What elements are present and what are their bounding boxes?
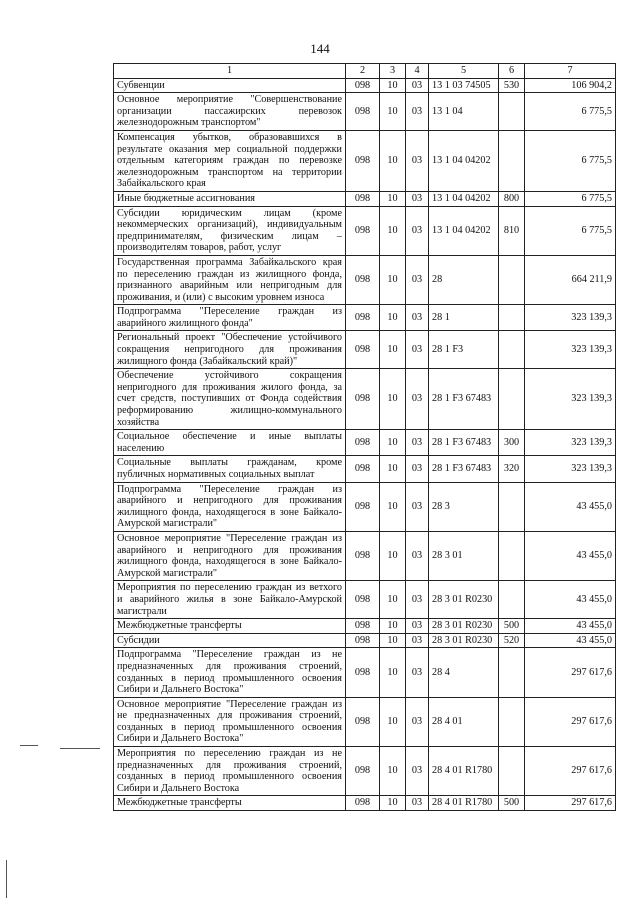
ministry-code-cell: 098 <box>346 331 380 369</box>
item-name-cell: Основное мероприятие "Переселение граждан из не предназначенных для проживания строений, созданных в период промышленного освоения Сибири и Дальнего Востока" <box>114 697 346 746</box>
section-code-cell: 10 <box>380 206 406 255</box>
section-code-cell: 10 <box>380 482 406 531</box>
expense-type-code-cell: 320 <box>499 456 525 482</box>
amount-cell: 323 139,3 <box>525 305 616 331</box>
target-article-code-cell: 13 1 04 04202 <box>429 130 499 191</box>
table-row <box>114 581 616 619</box>
section-code-cell: 10 <box>380 305 406 331</box>
table-row <box>114 456 616 482</box>
expense-type-code-cell <box>499 305 525 331</box>
section-code-cell: 10 <box>380 191 406 206</box>
ministry-code-cell: 098 <box>346 531 380 580</box>
subsection-code-cell: 03 <box>406 581 429 619</box>
target-article-code-cell: 28 3 01 R0230 <box>429 581 499 619</box>
subsection-code-cell: 03 <box>406 305 429 331</box>
amount-cell: 106 904,2 <box>525 78 616 93</box>
section-code-cell: 10 <box>380 531 406 580</box>
expense-type-code-cell: 500 <box>499 796 525 811</box>
scan-artifact <box>60 748 100 749</box>
target-article-code-cell: 28 3 01 R0230 <box>429 633 499 648</box>
item-name-cell: Основное мероприятие "Переселение граждан из аварийного и непригодного для проживания жилищного фонда, находящегося в зоне Байкало-Амурской магистрали" <box>114 531 346 580</box>
amount-cell: 323 139,3 <box>525 369 616 430</box>
expense-type-code-cell <box>499 697 525 746</box>
target-article-code-cell: 28 3 <box>429 482 499 531</box>
item-name-cell: Социальное обеспечение и иные выплаты населению <box>114 430 346 456</box>
target-article-code-cell: 28 4 01 R1780 <box>429 747 499 796</box>
item-name-cell: Межбюджетные трансферты <box>114 796 346 811</box>
amount-cell: 323 139,3 <box>525 331 616 369</box>
expense-type-code-cell <box>499 369 525 430</box>
table-row <box>114 648 616 697</box>
amount-cell: 323 139,3 <box>525 430 616 456</box>
expense-type-code-cell: 500 <box>499 619 525 634</box>
column-header-2: 2 <box>346 64 380 79</box>
ministry-code-cell: 098 <box>346 191 380 206</box>
subsection-code-cell: 03 <box>406 619 429 634</box>
target-article-code-cell: 13 1 04 04202 <box>429 206 499 255</box>
amount-cell: 6 775,5 <box>525 191 616 206</box>
table-body <box>114 78 616 810</box>
section-code-cell: 10 <box>380 619 406 634</box>
subsection-code-cell: 03 <box>406 697 429 746</box>
ministry-code-cell: 098 <box>346 581 380 619</box>
subsection-code-cell: 03 <box>406 456 429 482</box>
item-name-cell: Государственная программа Забайкальского края по переселению граждан из жилищного фонда, признанного аварийным или непригодным для проживания, и (или) с высоким уровнем износа <box>114 255 346 304</box>
amount-cell: 43 455,0 <box>525 482 616 531</box>
target-article-code-cell: 13 1 04 04202 <box>429 191 499 206</box>
subsection-code-cell: 03 <box>406 206 429 255</box>
target-article-code-cell: 28 4 01 R1780 <box>429 796 499 811</box>
expense-type-code-cell: 300 <box>499 430 525 456</box>
subsection-code-cell: 03 <box>406 78 429 93</box>
table-row <box>114 482 616 531</box>
amount-cell: 6 775,5 <box>525 130 616 191</box>
subsection-code-cell: 03 <box>406 796 429 811</box>
column-header-6: 6 <box>499 64 525 79</box>
amount-cell: 6 775,5 <box>525 206 616 255</box>
amount-cell: 43 455,0 <box>525 619 616 634</box>
table-row <box>114 697 616 746</box>
ministry-code-cell: 098 <box>346 619 380 634</box>
table-row <box>114 191 616 206</box>
subsection-code-cell: 03 <box>406 747 429 796</box>
ministry-code-cell: 098 <box>346 93 380 131</box>
ministry-code-cell: 098 <box>346 747 380 796</box>
target-article-code-cell: 28 <box>429 255 499 304</box>
ministry-code-cell: 098 <box>346 482 380 531</box>
ministry-code-cell: 098 <box>346 78 380 93</box>
subsection-code-cell: 03 <box>406 430 429 456</box>
subsection-code-cell: 03 <box>406 369 429 430</box>
column-header-5: 5 <box>429 64 499 79</box>
table-row <box>114 206 616 255</box>
ministry-code-cell: 098 <box>346 255 380 304</box>
column-header-4: 4 <box>406 64 429 79</box>
table-row <box>114 747 616 796</box>
subsection-code-cell: 03 <box>406 191 429 206</box>
target-article-code-cell: 28 1 F3 <box>429 331 499 369</box>
expense-type-code-cell: 800 <box>499 191 525 206</box>
subsection-code-cell: 03 <box>406 648 429 697</box>
amount-cell: 43 455,0 <box>525 531 616 580</box>
item-name-cell: Субвенции <box>114 78 346 93</box>
amount-cell: 43 455,0 <box>525 633 616 648</box>
item-name-cell: Обеспечение устойчивого сокращения непригодного для проживания жилого фонда, за счет средств, поступивших от Фонда содействия реформированию жилищно-коммунального хозяйства <box>114 369 346 430</box>
budget-table <box>113 63 616 811</box>
expense-type-code-cell <box>499 130 525 191</box>
ministry-code-cell: 098 <box>346 305 380 331</box>
section-code-cell: 10 <box>380 130 406 191</box>
column-header-1: 1 <box>114 64 346 79</box>
expense-type-code-cell <box>499 648 525 697</box>
subsection-code-cell: 03 <box>406 93 429 131</box>
ministry-code-cell: 098 <box>346 456 380 482</box>
table-row <box>114 305 616 331</box>
target-article-code-cell: 28 1 F3 67483 <box>429 456 499 482</box>
item-name-cell: Подпрограмма "Переселение граждан из не предназначенных для проживания строений, созданных в период промышленного освоения Сибири и Дальнего Востока" <box>114 648 346 697</box>
column-header-7: 7 <box>525 64 616 79</box>
target-article-code-cell: 13 1 04 <box>429 93 499 131</box>
section-code-cell: 10 <box>380 430 406 456</box>
target-article-code-cell: 28 4 <box>429 648 499 697</box>
item-name-cell: Субсидии юридическим лицам (кроме некоммерческих организаций), индивидуальным предпринимателям, физическим лицам – производителям товаров, работ, услуг <box>114 206 346 255</box>
item-name-cell: Субсидии <box>114 633 346 648</box>
target-article-code-cell: 28 1 F3 67483 <box>429 430 499 456</box>
subsection-code-cell: 03 <box>406 482 429 531</box>
table-row <box>114 93 616 131</box>
ministry-code-cell: 098 <box>346 633 380 648</box>
expense-type-code-cell <box>499 482 525 531</box>
item-name-cell: Мероприятия по переселению граждан из не предназначенных для проживания строений, созданных в период промышленного освоения Сибири и Дальнего Востока <box>114 747 346 796</box>
expense-type-code-cell: 520 <box>499 633 525 648</box>
section-code-cell: 10 <box>380 581 406 619</box>
subsection-code-cell: 03 <box>406 331 429 369</box>
item-name-cell: Подпрограмма "Переселение граждан из аварийного и непригодного для проживания жилищного фонда, находящегося в зоне Байкало-Амурской магистрали" <box>114 482 346 531</box>
ministry-code-cell: 098 <box>346 430 380 456</box>
expense-type-code-cell <box>499 531 525 580</box>
item-name-cell: Иные бюджетные ассигнования <box>114 191 346 206</box>
table-row <box>114 619 616 634</box>
expense-type-code-cell <box>499 255 525 304</box>
target-article-code-cell: 28 3 01 <box>429 531 499 580</box>
ministry-code-cell: 098 <box>346 369 380 430</box>
subsection-code-cell: 03 <box>406 633 429 648</box>
item-name-cell: Мероприятия по переселению граждан из ветхого и аварийного жилья в зоне Байкало-Амурской магистрали <box>114 581 346 619</box>
ministry-code-cell: 098 <box>346 796 380 811</box>
table-row <box>114 369 616 430</box>
section-code-cell: 10 <box>380 331 406 369</box>
subsection-code-cell: 03 <box>406 531 429 580</box>
target-article-code-cell: 13 1 03 74505 <box>429 78 499 93</box>
target-article-code-cell: 28 4 01 <box>429 697 499 746</box>
table-row <box>114 633 616 648</box>
expense-type-code-cell <box>499 747 525 796</box>
target-article-code-cell: 28 1 <box>429 305 499 331</box>
section-code-cell: 10 <box>380 369 406 430</box>
amount-cell: 43 455,0 <box>525 581 616 619</box>
amount-cell: 297 617,6 <box>525 747 616 796</box>
page-number: 144 <box>310 41 330 56</box>
target-article-code-cell: 28 1 F3 67483 <box>429 369 499 430</box>
section-code-cell: 10 <box>380 796 406 811</box>
section-code-cell: 10 <box>380 456 406 482</box>
section-code-cell: 10 <box>380 697 406 746</box>
subsection-code-cell: 03 <box>406 130 429 191</box>
amount-cell: 323 139,3 <box>525 456 616 482</box>
item-name-cell: Региональный проект "Обеспечение устойчивого сокращения непригодного для проживания жилищного фонда (Забайкальский край)" <box>114 331 346 369</box>
expense-type-code-cell <box>499 331 525 369</box>
table-row <box>114 255 616 304</box>
section-code-cell: 10 <box>380 78 406 93</box>
amount-cell: 297 617,6 <box>525 697 616 746</box>
table-header-row <box>114 64 616 79</box>
item-name-cell: Подпрограмма "Переселение граждан из аварийного жилищного фонда" <box>114 305 346 331</box>
section-code-cell: 10 <box>380 747 406 796</box>
ministry-code-cell: 098 <box>346 130 380 191</box>
column-header-3: 3 <box>380 64 406 79</box>
expense-type-code-cell: 810 <box>499 206 525 255</box>
ministry-code-cell: 098 <box>346 648 380 697</box>
section-code-cell: 10 <box>380 633 406 648</box>
table-row <box>114 331 616 369</box>
table-row <box>114 531 616 580</box>
scan-artifact <box>6 860 7 898</box>
table-row <box>114 430 616 456</box>
amount-cell: 6 775,5 <box>525 93 616 131</box>
section-code-cell: 10 <box>380 648 406 697</box>
amount-cell: 664 211,9 <box>525 255 616 304</box>
amount-cell: 297 617,6 <box>525 648 616 697</box>
scan-artifact <box>20 745 38 746</box>
ministry-code-cell: 098 <box>346 697 380 746</box>
target-article-code-cell: 28 3 01 R0230 <box>429 619 499 634</box>
expense-type-code-cell <box>499 581 525 619</box>
item-name-cell: Основное мероприятие "Совершенствование организации пассажирских перевозок железнодорожным транспортом" <box>114 93 346 131</box>
item-name-cell: Компенсация убытков, образовавшихся в результате оказания мер социальной поддержки отдельным категориям граждан по перевозке железнодорожным транспортом на территории Забайкальского края <box>114 130 346 191</box>
table-row <box>114 130 616 191</box>
amount-cell: 297 617,6 <box>525 796 616 811</box>
subsection-code-cell: 03 <box>406 255 429 304</box>
table-row <box>114 796 616 811</box>
expense-type-code-cell <box>499 93 525 131</box>
item-name-cell: Социальные выплаты гражданам, кроме публичных нормативных социальных выплат <box>114 456 346 482</box>
section-code-cell: 10 <box>380 255 406 304</box>
section-code-cell: 10 <box>380 93 406 131</box>
table-row <box>114 78 616 93</box>
expense-type-code-cell: 530 <box>499 78 525 93</box>
item-name-cell: Межбюджетные трансферты <box>114 619 346 634</box>
ministry-code-cell: 098 <box>346 206 380 255</box>
